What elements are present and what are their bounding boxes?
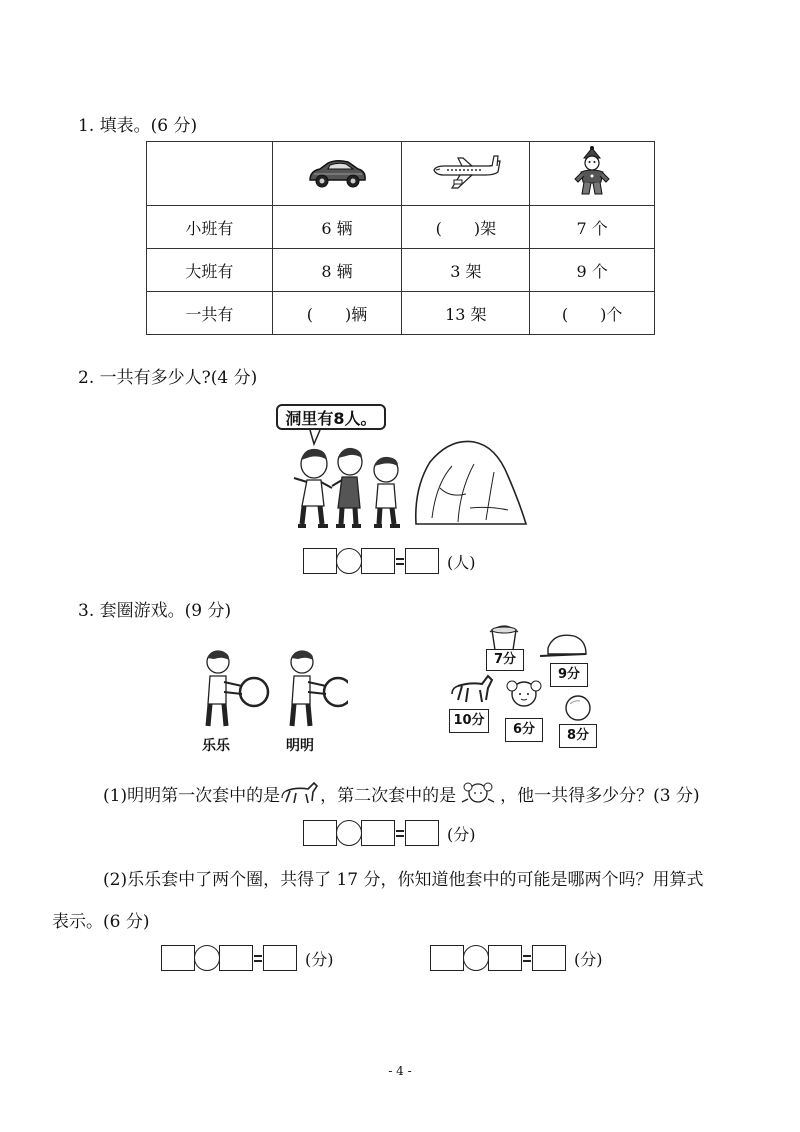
ball-icon — [566, 696, 590, 720]
q3-sub2-line2: 表示。(6 分) — [52, 912, 150, 932]
boy-figure-2 — [332, 448, 362, 526]
row-label: 一共有 — [147, 292, 273, 335]
answer-box[interactable] — [303, 548, 337, 574]
result-box[interactable] — [263, 945, 297, 971]
prize-tag-girl: 6分 — [505, 718, 543, 742]
page-number: - 4 - — [388, 1064, 412, 1078]
equation-q2 — [303, 548, 476, 574]
q1-title: 1. 填表。(6 分) — [78, 116, 198, 136]
bucket-icon — [490, 626, 518, 650]
equals-sign — [253, 945, 263, 971]
unit-label: (分) — [447, 824, 476, 844]
q3-sub1-text-b: ，第二次套中的是 — [320, 785, 457, 806]
boy-with-ring-1 — [207, 651, 268, 726]
boy-figure-1 — [294, 449, 332, 526]
unit-label: (分) — [305, 949, 334, 969]
answer-box[interactable] — [161, 945, 195, 971]
equals-sign — [395, 548, 405, 574]
answer-box[interactable] — [361, 548, 395, 574]
result-box[interactable] — [532, 945, 566, 971]
unit-label: (分) — [574, 949, 603, 969]
airplane-icon — [430, 152, 502, 192]
q3-sub1-text-c: ，他一共得多少分？(3 分) — [500, 785, 700, 806]
equation-q3-2a — [161, 945, 334, 971]
table-row — [147, 292, 655, 335]
equation-q3-2b — [430, 945, 603, 971]
header-car-cell — [272, 142, 402, 206]
plane-cell: 3 架 — [402, 249, 530, 292]
q3-sub1-text-a: (1)明明第一次套中的是 — [103, 785, 281, 806]
car-icon — [306, 154, 368, 190]
kid-name-mingming: 明明 — [286, 738, 314, 754]
doll-cell: 7 个 — [530, 206, 655, 249]
prize-tag-cap: 9分 — [550, 663, 588, 687]
plane-cell-blank[interactable]: ( )架 — [402, 206, 530, 249]
row-label: 小班有 — [147, 206, 273, 249]
cap-icon — [540, 635, 586, 656]
horse-icon — [452, 676, 492, 702]
equals-sign — [395, 820, 405, 846]
car-cell: 6 辆 — [272, 206, 402, 249]
q3-title: 3. 套圈游戏。(9 分) — [78, 601, 232, 621]
answer-box[interactable] — [361, 820, 395, 846]
car-cell-blank[interactable]: ( )辆 — [272, 292, 402, 335]
kids-with-rings-illustration — [198, 648, 348, 730]
header-doll-cell — [530, 142, 655, 206]
row-label: 大班有 — [147, 249, 273, 292]
answer-box[interactable] — [219, 945, 253, 971]
doll-cell-blank[interactable]: ( )个 — [530, 292, 655, 335]
operator-circle[interactable] — [194, 945, 220, 971]
answer-box[interactable] — [430, 945, 464, 971]
boy-with-ring-2 — [291, 651, 348, 726]
prize-tag-bucket: 7分 — [486, 649, 524, 671]
kid-name-lele: 乐乐 — [202, 738, 230, 754]
answer-box[interactable] — [488, 945, 522, 971]
table-row — [147, 249, 655, 292]
car-cell: 8 辆 — [272, 249, 402, 292]
prize-tag-ball: 8分 — [559, 724, 597, 748]
table-corner-cell — [147, 142, 273, 206]
prize-tag-horse: 10分 — [449, 709, 489, 733]
fill-table — [146, 141, 655, 335]
girl-doll-icon — [456, 780, 500, 806]
operator-circle[interactable] — [463, 945, 489, 971]
result-box[interactable] — [405, 820, 439, 846]
equals-sign — [522, 945, 532, 971]
plane-cell: 13 架 — [402, 292, 530, 335]
unit-label: (人) — [447, 552, 476, 572]
operator-circle[interactable] — [336, 548, 362, 574]
table-row — [147, 206, 655, 249]
doll-icon — [572, 146, 612, 198]
q2-title: 2. 一共有多少人?(4 分) — [78, 368, 258, 388]
cave-rock — [416, 441, 526, 524]
boy-figure-3 — [374, 457, 400, 526]
result-box[interactable] — [405, 548, 439, 574]
girl-doll-icon — [507, 681, 541, 706]
equation-q3-1 — [303, 820, 476, 846]
header-airplane-cell — [402, 142, 530, 206]
speech-bubble: 洞里有8人。 — [276, 404, 386, 430]
doll-cell: 9 个 — [530, 249, 655, 292]
q3-sub2-line1: (2)乐乐套中了两个圈，共得了 17 分，你知道他套中的可能是哪两个吗？用算式 — [103, 870, 704, 890]
q3-sub1 — [103, 780, 700, 806]
kids-and-cave-illustration — [290, 428, 530, 532]
horse-icon — [280, 781, 320, 805]
bubble-tail — [310, 430, 320, 444]
answer-box[interactable] — [303, 820, 337, 846]
operator-circle[interactable] — [336, 820, 362, 846]
